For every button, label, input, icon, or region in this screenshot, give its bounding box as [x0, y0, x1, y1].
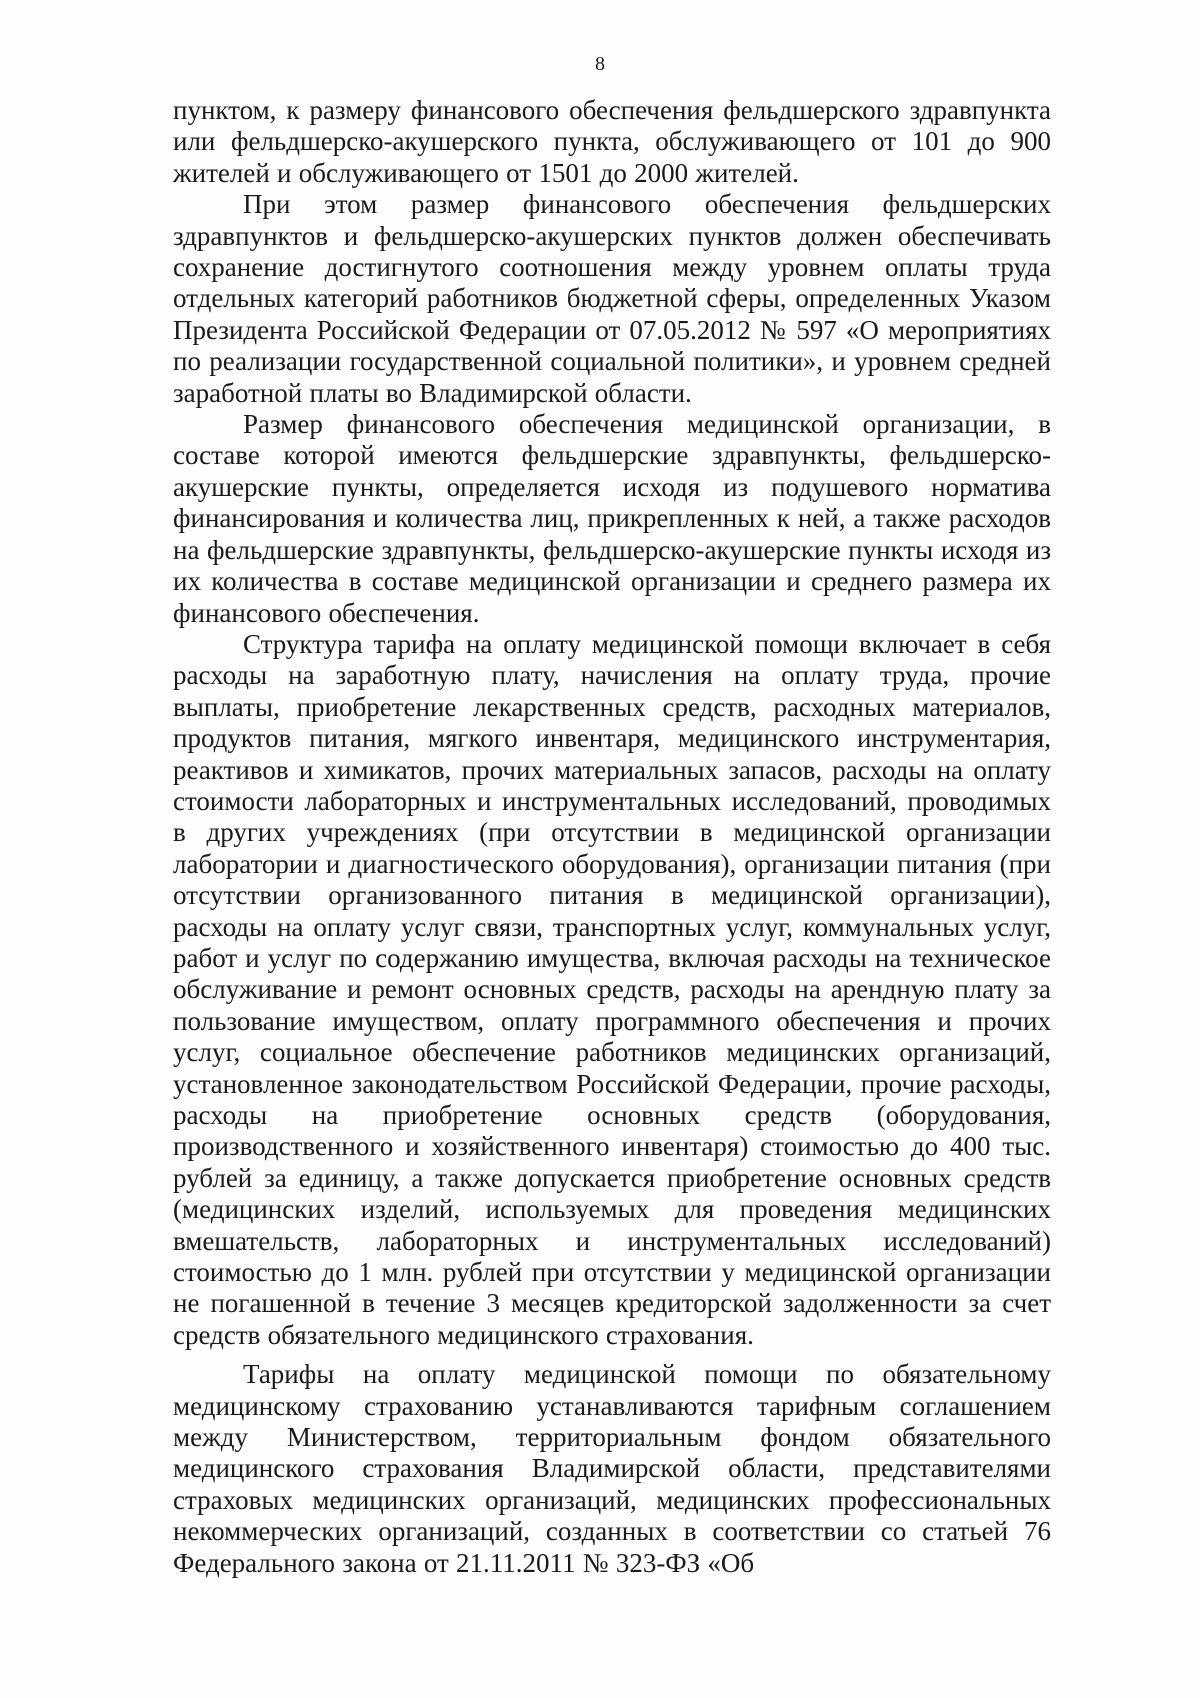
paragraph-5: Тарифы на оплату медицинской помощи по обязательному медицинскому страхованию устанавливаются тарифным соглашением между Министерством, территориальным фондом обязательного медицинского страхования Владимирской области, представителями страховых медицинских организаций, медицинских профессиональных некоммерческих организаций, созданных в соответствии со статьей 76 Федерального закона от 21.11.2011 № 323-ФЗ «Об [173, 1359, 1051, 1578]
paragraph-3: Размер финансового обеспечения медицинской организации, в составе которой имеются фельдшерские здравпункты, фельдшерско-акушерские пункты, определяется исходя из подушевого норматива финансирования и количества лиц, прикрепленных к ней, а также расходов на фельдшерские здравпункты, фельдшерско-акушерские пункты исходя из их количества в составе медицинской организации и среднего размера их финансового обеспечения. [173, 409, 1051, 628]
paragraph-2: При этом размер финансового обеспечения фельдшерских здравпунктов и фельдшерско-акушерских пунктов должен обеспечивать сохранение достигнутого соотношения между уровнем оплаты труда отдельных категорий работников бюджетной сферы, определенных Указом Президента Российской Федерации от 07.05.2012 № 597 «О мероприятиях по реализации государственной социальной политики», и уровнем средней заработной платы во Владимирской области. [173, 189, 1051, 408]
paragraph-4: Структура тарифа на оплату медицинской помощи включает в себя расходы на заработную плату, начисления на оплату труда, прочие выплаты, приобретение лекарственных средств, расходных материалов, продуктов питания, мягкого инвентаря, медицинского инструментария, реактивов и химикатов, прочих материальных запасов, расходы на оплату стоимости лабораторных и инструментальных исследований, проводимых в других учреждениях (при отсутствии в медицинской организации лаборатории и диагностического оборудования), организации питания (при отсутствии организованного питания в медицинской организации), расходы на оплату услуг связи, транспортных услуг, коммунальных услуг, работ и услуг по содержанию имущества, включая расходы на техническое обслуживание и ремонт основных средств, расходы на арендную плату за пользование имуществом, оплату программного обеспечения и прочих услуг, социальное обеспечение работников медицинских организаций, установленное законодательством Российской Федерации, прочие расходы, расходы на приобретение основных средств (оборудования, производственного и хозяйственного инвентаря) стоимостью до 400 тыс. рублей за единицу, а также допускается приобретение основных средств (медицинских изделий, используемых для проведения медицинских вмешательств, лабораторных и инструментальных исследований) стоимостью до 1 млн. рублей при отсутствии у медицинской организации не погашенной в течение 3 месяцев кредиторской задолженности за счет средств обязательного медицинского страхования. [173, 628, 1051, 1350]
page-number: 8 [595, 53, 605, 75]
document-body [173, 95, 1051, 1579]
paragraph-1: пунктом, к размеру финансового обеспечения фельдшерского здравпункта или фельдшерско-акушерского пункта, обслуживающего от 101 до 900 жителей и обслуживающего от 1501 до 2000 жителей. [173, 95, 1051, 188]
